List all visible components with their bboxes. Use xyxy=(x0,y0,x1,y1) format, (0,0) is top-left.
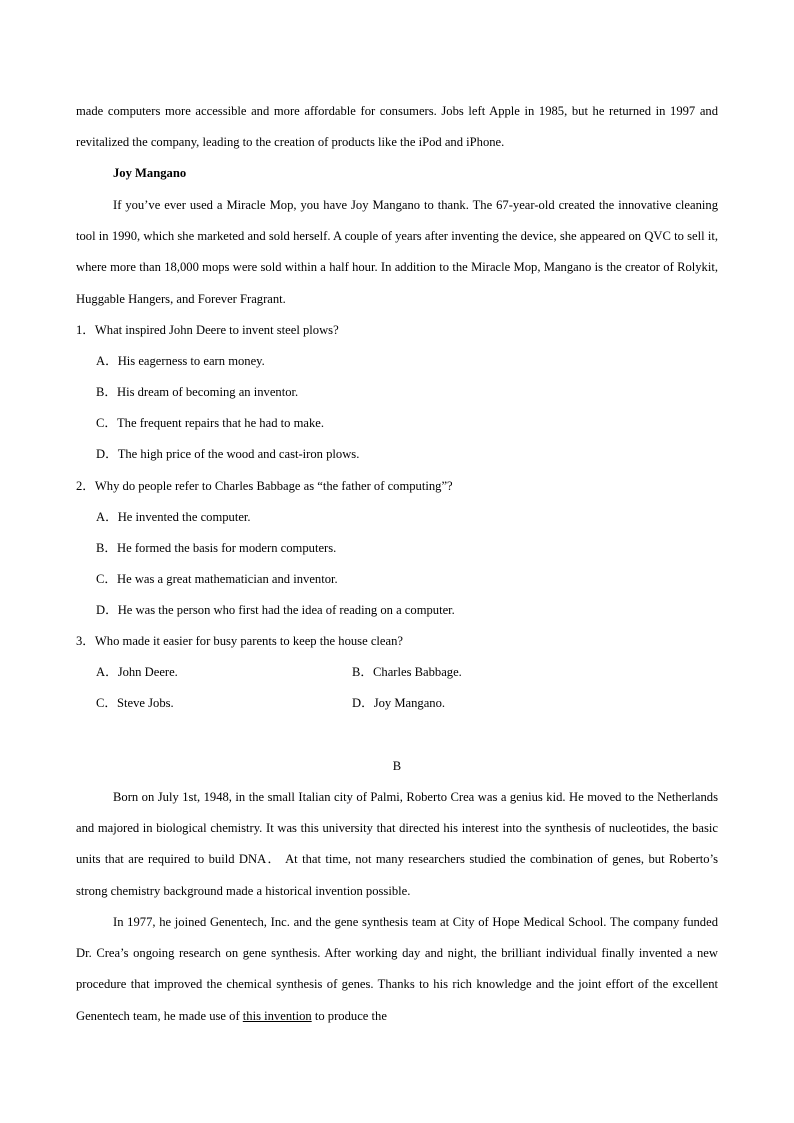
underlined-phrase: this invention xyxy=(242,1008,312,1023)
question-1-option-a: A．His eagerness to earn money. xyxy=(96,354,265,368)
passage-a-continued-paragraph: made computers more accessible and more affordable for consumers. Jobs left Apple in 1985, but he returned in 1997 and revitalized the company, leading to the creation of products like the iPod and iPhone. xyxy=(76,104,718,150)
paragraph-2-text-after: to produce the xyxy=(311,1008,387,1023)
question-3-option-b: B．Charles Babbage. xyxy=(352,665,462,679)
question-3-option-c: C．Steve Jobs. xyxy=(96,696,174,710)
question-2-option-a: A．He invented the computer. xyxy=(96,510,251,524)
joy-mangano-paragraph: If you’ve ever used a Miracle Mop, you have Joy Mangano to thank. The 67-year-old created the innovative cleaning tool in 1990, which she marketed and sold herself. A couple of years after inventing the device, she appeared on QVC to sell it, where more than 18,000 mops were sold within a half hour. In addition to the Miracle Mop, Mangano is the creator of Rolykit, Huggable Hangers, and Forever Fragrant. xyxy=(76,198,718,306)
question-3-stem: 3．Who made it easier for busy parents to keep the house clean? xyxy=(76,634,403,648)
question-1-option-b: B．His dream of becoming an inventor. xyxy=(96,385,299,399)
passage-b-paragraph-1: Born on July 1st, 1948, in the small Italian city of Palmi, Roberto Crea was a genius kid. He moved to the Netherlands and majored in biological chemistry. It was this university that directed his interest into the synthesis of nucleotides, the basic units that are required to build DNA． At that time, not many researchers studied the combination of genes, but Roberto’s strong chemistry background made a historical invention possible. xyxy=(76,790,718,898)
question-2-option-b: B．He formed the basis for modern computers. xyxy=(96,541,337,555)
paragraph-2-text-before: In 1977, he joined Genentech, Inc. and the gene synthesis team at City of Hope Medical School. The company funded Dr. Crea’s ongoing research on gene synthesis. After working day and night, the brilliant individual finally invented a new procedure that improved the chemical synthesis of genes. Thanks to his rich knowledge and the joint effort of the excellent Genentech team, he made use of xyxy=(76,915,718,1023)
question-1-option-c: C．The frequent repairs that he had to make. xyxy=(96,416,325,430)
question-3-option-d: D．Joy Mangano. xyxy=(352,696,446,710)
question-3-option-a: A．John Deere. xyxy=(96,665,178,679)
question-1-stem: 1．What inspired John Deere to invent steel plows? xyxy=(76,323,339,337)
question-2-option-d: D．He was the person who first had the idea of reading on a computer. xyxy=(96,603,455,617)
passage-b-paragraph-2 xyxy=(76,907,718,1032)
question-2-option-c: C．He was a great mathematician and inventor. xyxy=(96,572,338,586)
section-b-label: B xyxy=(392,759,402,773)
question-1-option-d: D．The high price of the wood and cast-iron plows. xyxy=(96,447,360,461)
question-2-stem: 2．Why do people refer to Charles Babbage as “the father of computing”? xyxy=(76,479,453,493)
joy-mangano-heading: Joy Mangano xyxy=(113,166,187,180)
